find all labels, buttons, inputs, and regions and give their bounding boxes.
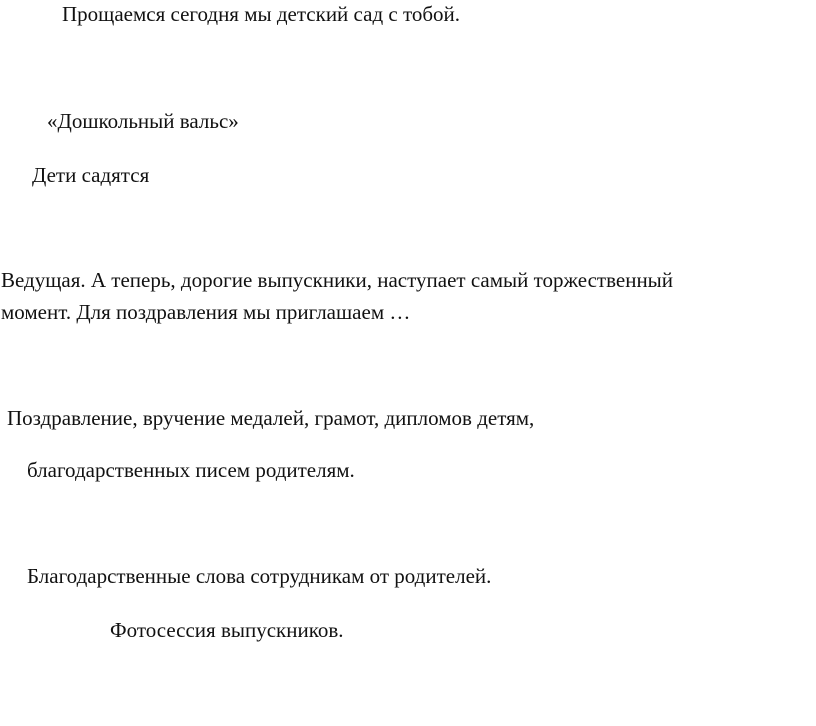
photo-session-line: Фотосессия выпускников. [110,618,344,642]
farewell-line: Прощаемся сегодня мы детский сад с тобой. [62,2,461,26]
parents-letters-line: благодарственных писем родителям. [27,458,355,482]
stage-direction-children-sit: Дети садятся [32,163,150,187]
host-speech-line-1: Ведущая. А теперь, дорогие выпускники, наступает самый торжественный [1,268,674,292]
awards-line: Поздравление, вручение медалей, грамот, дипломов детям, [7,406,535,430]
host-speech-paragraph [1,264,801,328]
song-title: «Дошкольный вальс» [47,109,239,133]
host-speech-line-2: момент. Для поздравления мы приглашаем … [1,300,411,324]
thanks-to-staff-line: Благодарственные слова сотрудникам от родителей. [27,564,492,588]
